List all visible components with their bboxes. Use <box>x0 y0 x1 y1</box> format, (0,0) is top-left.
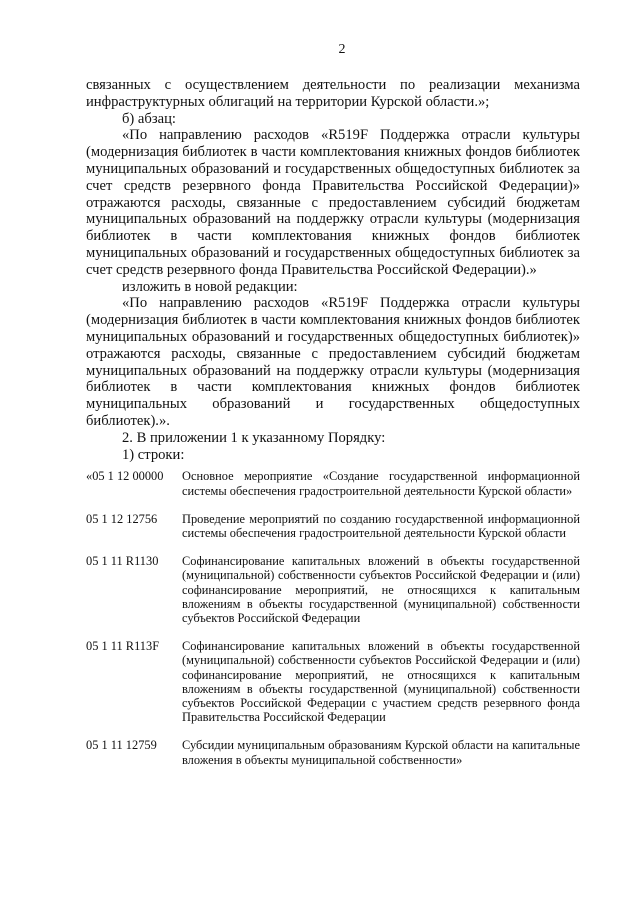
page-number: 2 <box>338 42 346 57</box>
budget-code: 05 1 11 12759 <box>86 738 157 753</box>
budget-description: Субсидии муниципальным образованиям Курской области на капитальные вложения в объекты муниципальной собственности» <box>182 738 580 767</box>
table-row <box>86 554 580 625</box>
budget-code: 05 1 11 R113F <box>86 639 160 654</box>
table-row <box>86 512 580 540</box>
budget-code: 05 1 12 12756 <box>86 511 158 526</box>
budget-codes-table <box>86 469 580 766</box>
budget-description: Софинансирование капитальных вложений в объекты государственной (муниципальной) собственности субъектов Российской Федерации и (или) софинансирование мероприятий, не относящихся к капитальным вложениям в объекты государственной (муниципальной) собственности субъектов Российской Федерации <box>182 554 580 625</box>
table-row <box>86 639 580 724</box>
table-row <box>86 469 580 497</box>
paragraph: изложить в новой редакции: <box>122 278 298 295</box>
paragraph: «По направлению расходов «R519F Поддержка отрасли культуры (модернизация библиотек в части комплектования книжных фондов библиотек муниципальных образований и государственных общедоступных библиотек)» отражаются расходы, связанные с предоставлением субсидий бюджетам муниципальных образований на поддержку отрасли культуры (модернизация библиотек в части комплектования книжных фондов библиотек муниципальных образований и государственных общедоступных библиотек).». <box>86 295 580 429</box>
paragraph: 1) строки: <box>122 446 185 463</box>
paragraph: связанных с осуществлением деятельности по реализации механизма инфраструктурных облигаций на территории Курской области.»; <box>86 77 580 110</box>
paragraph: б) абзац: <box>122 110 176 127</box>
budget-description: Проведение мероприятий по созданию государственной информационной системы обеспечения градостроительной деятельности Курской области <box>182 511 580 540</box>
table-row <box>86 738 580 766</box>
body-text <box>86 77 580 463</box>
paragraph: «По направлению расходов «R519F Поддержка отрасли культуры (модернизация библиотек в части комплектования книжных фондов библиотек муниципальных образований и государственных общедоступных библиотек за счет средств резервного фонда Правительства Российской Федерации)» отражаются расходы, связанные с предоставлением субсидий бюджетам муниципальных образований на поддержку отрасли культуры (модернизация библиотек в части комплектования книжных фондов библиотек муниципальных образований и государственных общедоступных библиотек за счет средств резервного фонда Правительства Российской Федерации).» <box>86 127 580 278</box>
paragraph: 2. В приложении 1 к указанному Порядку: <box>122 429 386 446</box>
budget-code: 05 1 11 R1130 <box>86 554 159 569</box>
budget-code: «05 1 12 00000 <box>86 469 164 484</box>
budget-description: Основное мероприятие «Создание государственной информационной системы обеспечения градостроительной деятельности Курской области» <box>182 469 580 498</box>
budget-description: Софинансирование капитальных вложений в объекты государственной (муниципальной) собственности субъектов Российской Федерации и (или) софинансирование мероприятий, не относящихся к капитальным вложениям в объекты государственной (муниципальной) собственности субъектов Российской Федерации с участием средств резервного фонда Правительства Российской Федерации <box>182 639 580 725</box>
